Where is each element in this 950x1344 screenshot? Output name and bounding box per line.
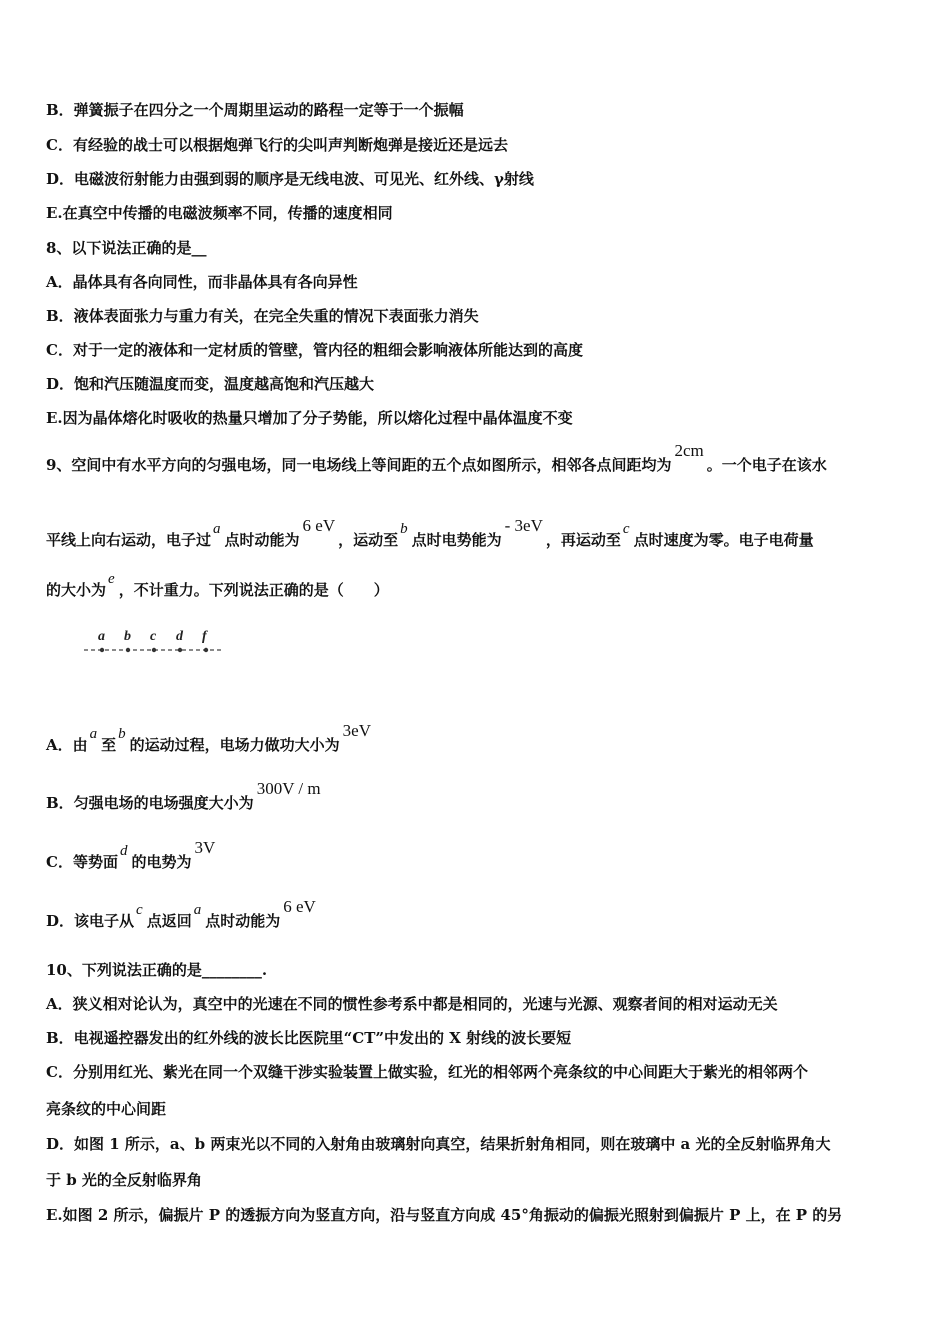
q9-text: 点时速度为零。电子电荷量 <box>633 531 814 549</box>
field-point-label: d <box>176 629 183 644</box>
q7-option-d: D．电磁波衍射能力由强到弱的顺序是无线电波、可见光、红外线、γ射线 <box>46 170 534 188</box>
q9-text: 的运动过程，电场力做功大小为 <box>129 736 340 754</box>
q8-option-a: A．晶体具有各向同性，而非晶体具有各向异性 <box>46 273 358 291</box>
q9-text: D．该电子从 <box>46 912 135 930</box>
field-strength-formula: 300V / m <box>256 779 321 798</box>
point-a-var: a <box>213 521 221 537</box>
q9-text: 9、空间中有水平方向的匀强电场，同一电场线上等间距的五个点如图所示，相邻各点间距均为 <box>46 456 672 474</box>
q9-option-b <box>46 779 324 813</box>
field-point-b <box>126 648 130 652</box>
potential-energy-formula: - 3eV <box>504 516 543 535</box>
q9-text: C．等势面 <box>46 853 118 871</box>
q10-option-d: D．如图 1 所示，a、b 两束光以不同的入射角由玻璃射向真空，结果折射角相同，则在玻璃中 a 光的全反射临界角大 <box>46 1135 831 1153</box>
field-point-a <box>100 648 104 652</box>
field-point-label: c <box>150 629 157 644</box>
field-line-figure <box>82 624 232 664</box>
q9-text: 点时动能为 <box>224 531 300 549</box>
q9-stem-line2 <box>46 516 814 551</box>
field-point-label: a <box>98 629 105 644</box>
field-point-label: f <box>202 629 207 644</box>
q7-option-e: E.在真空中传播的电磁波频率不同，传播的速度相同 <box>46 204 393 222</box>
q10-option-d-cont: 于 b 光的全反射临界角 <box>46 1171 202 1189</box>
point-c-var: c <box>622 521 630 537</box>
q9-text: 平线上向右运动，电子过 <box>46 531 212 549</box>
q10-option-a: A．狭义相对论认为，真空中的光速在不同的惯性参考系中都是相同的，光速与光源、观察者间的相对运动无关 <box>46 995 778 1013</box>
q9-text: B．匀强电场的电场强度大小为 <box>46 794 254 812</box>
work-formula: 3eV <box>342 721 371 740</box>
point-b-var: b <box>118 726 126 742</box>
q9-option-a <box>46 721 374 756</box>
q9-option-c <box>46 838 218 873</box>
potential-formula: 3V <box>194 838 216 857</box>
distance-formula: 2cm <box>674 441 704 460</box>
point-c-var: c <box>136 902 143 918</box>
charge-e-var: e <box>108 571 115 587</box>
q9-text: 。一个电子在该水 <box>706 456 827 474</box>
q10-option-c: C．分别用红光、紫光在同一个双缝干涉实验装置上做实验，红光的相邻两个亮条纹的中心间距大于紫光的相邻两个 <box>46 1063 808 1081</box>
q9-stem-line1 <box>46 441 827 475</box>
q10-option-c-cont: 亮条纹的中心间距 <box>46 1100 167 1118</box>
q9-text: 的电势为 <box>131 853 192 871</box>
q9-text: 点返回 <box>146 912 192 930</box>
q9-stem-line3 <box>46 571 389 601</box>
q9-text: ，不计重力。下列说法正确的是（ ） <box>118 581 389 599</box>
q8-option-b: B．液体表面张力与重力有关，在完全失重的情况下表面张力消失 <box>46 307 479 325</box>
q10-option-b: B．电视遥控器发出的红外线的波长比医院里“CT”中发出的 X 射线的波长要短 <box>46 1029 572 1047</box>
q9-text: ，再运动至 <box>545 531 621 549</box>
q9-text: A．由 <box>46 736 88 754</box>
q9-text: 的大小为 <box>46 581 107 599</box>
q8-stem: 8、以下说法正确的是__ <box>46 239 207 257</box>
q8-option-d: D．饱和汽压随温度而变，温度越高饱和汽压越大 <box>46 375 375 393</box>
q7-option-c: C．有经验的战士可以根据炮弹飞行的尖叫声判断炮弹是接近还是远去 <box>46 136 508 154</box>
q10-option-e: E.如图 2 所示，偏振片 P 的透振方向为竖直方向，沿与竖直方向成 45°角振动的偏振光照射到偏振片 P 上，在 P 的另 <box>46 1206 843 1224</box>
q9-text: 点时动能为 <box>205 912 281 930</box>
point-d-var: d <box>119 843 128 859</box>
q9-text: 点时电势能为 <box>411 531 502 549</box>
q10-stem: 10、下列说法正确的是________. <box>46 961 268 979</box>
kinetic-energy-formula: 6 eV <box>283 897 316 916</box>
q9-text: 至 <box>101 736 117 754</box>
q9-option-d <box>46 897 319 932</box>
field-point-c <box>152 648 156 652</box>
q9-text: ，运动至 <box>338 531 399 549</box>
q8-option-c: C．对于一定的液体和一定材质的管壁，管内径的粗细会影响液体所能达到的高度 <box>46 341 583 359</box>
point-b-var: b <box>400 521 408 537</box>
point-a-var: a <box>193 902 202 918</box>
field-point-f <box>204 648 208 652</box>
point-a-var: a <box>89 726 98 742</box>
q7-option-b: B．弹簧振子在四分之一个周期里运动的路程一定等于一个振幅 <box>46 101 464 119</box>
field-point-label: b <box>124 629 131 644</box>
kinetic-energy-formula: 6 eV <box>302 516 336 535</box>
field-point-d <box>178 648 182 652</box>
q8-option-e: E.因为晶体熔化时吸收的热量只增加了分子势能，所以熔化过程中晶体温度不变 <box>46 409 573 427</box>
